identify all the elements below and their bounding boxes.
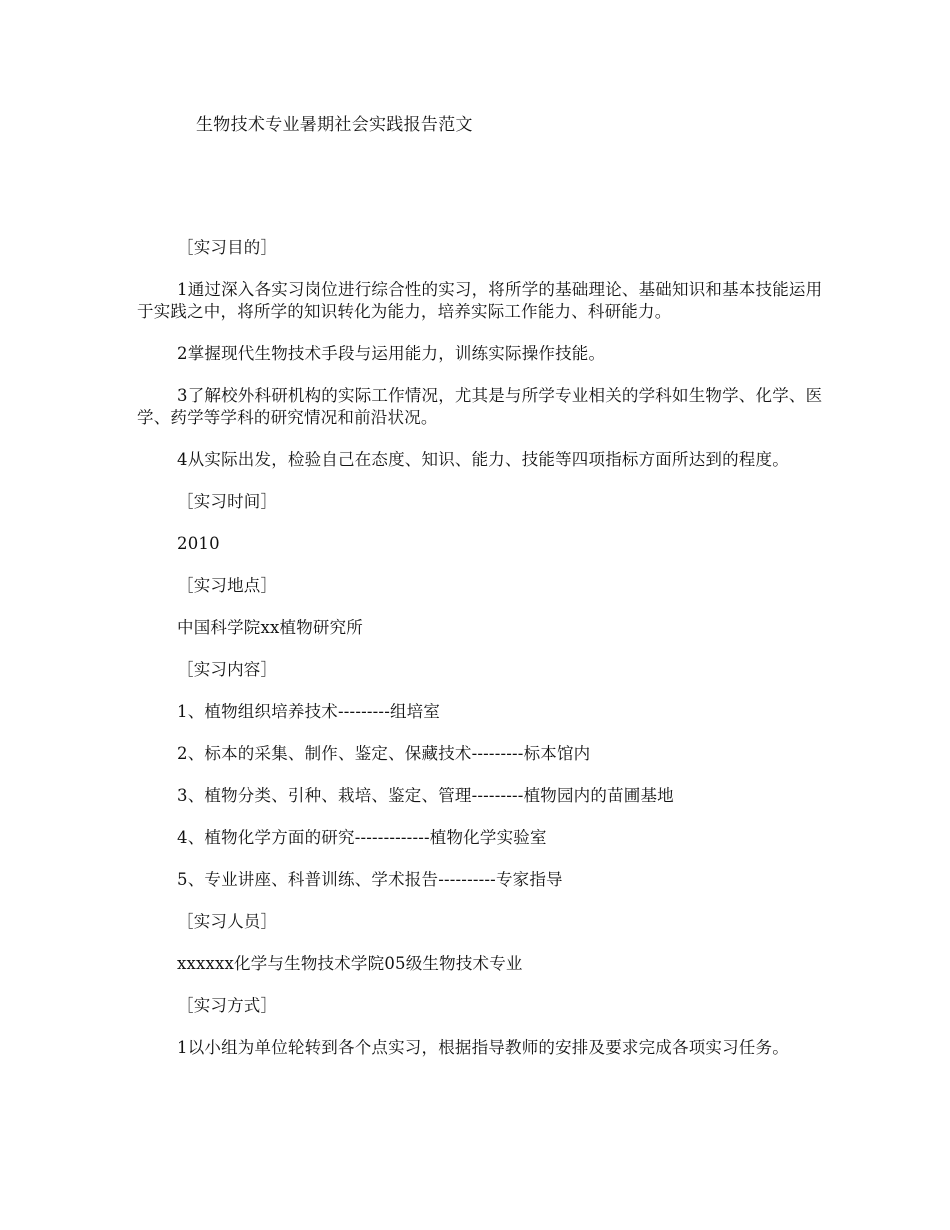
- content-item-5: 5、专业讲座、科普训练、学术报告----------专家指导: [177, 870, 563, 889]
- practice-location-value: 中国科学院xx植物研究所: [177, 618, 364, 637]
- purpose-item-4: 4从实际出发，检验自己在态度、知识、能力、技能等四项指标方面所达到的程度。: [177, 450, 789, 469]
- content-item-1: 1、植物组织培养技术---------组培室: [177, 702, 441, 721]
- document-title: 生物技术专业暑期社会实践报告范文: [196, 115, 473, 135]
- purpose-item-3: 3了解校外科研机构的实际工作情况，尤其是与所学专业相关的学科如生物学、化学、医学、药学等学科的研究情况和前沿状况。: [137, 386, 823, 427]
- content-item-2: 2、标本的采集、制作、鉴定、保藏技术---------标本馆内: [177, 744, 591, 763]
- heading-practice-time: ［实习时间］: [177, 492, 278, 511]
- heading-practice-method: ［实习方式］: [177, 996, 278, 1015]
- content-item-4: 4、植物化学方面的研究-------------植物化学实验室: [177, 828, 547, 847]
- heading-practice-content: ［实习内容］: [177, 660, 278, 679]
- heading-practice-location: ［实习地点］: [177, 576, 278, 595]
- purpose-item-2: 2掌握现代生物技术手段与运用能力，训练实际操作技能。: [177, 344, 606, 363]
- method-item-1: 1以小组为单位轮转到各个点实习，根据指导教师的安排及要求完成各项实习任务。: [177, 1038, 789, 1057]
- heading-practice-purpose: ［实习目的］: [177, 238, 278, 257]
- practice-personnel-value: xxxxxx化学与生物技术学院05级生物技术专业: [177, 954, 523, 973]
- heading-practice-personnel: ［实习人员］: [177, 912, 278, 931]
- practice-time-value: 2010: [177, 534, 220, 553]
- document-body: [137, 237, 827, 1079]
- content-item-3: 3、植物分类、引种、栽培、鉴定、管理---------植物园内的苗圃基地: [177, 786, 674, 805]
- purpose-item-1: 1通过深入各实习岗位进行综合性的实习，将所学的基础理论、基础知识和基本技能运用于实践之中，将所学的知识转化为能力，培养实际工作能力、科研能力。: [137, 280, 823, 321]
